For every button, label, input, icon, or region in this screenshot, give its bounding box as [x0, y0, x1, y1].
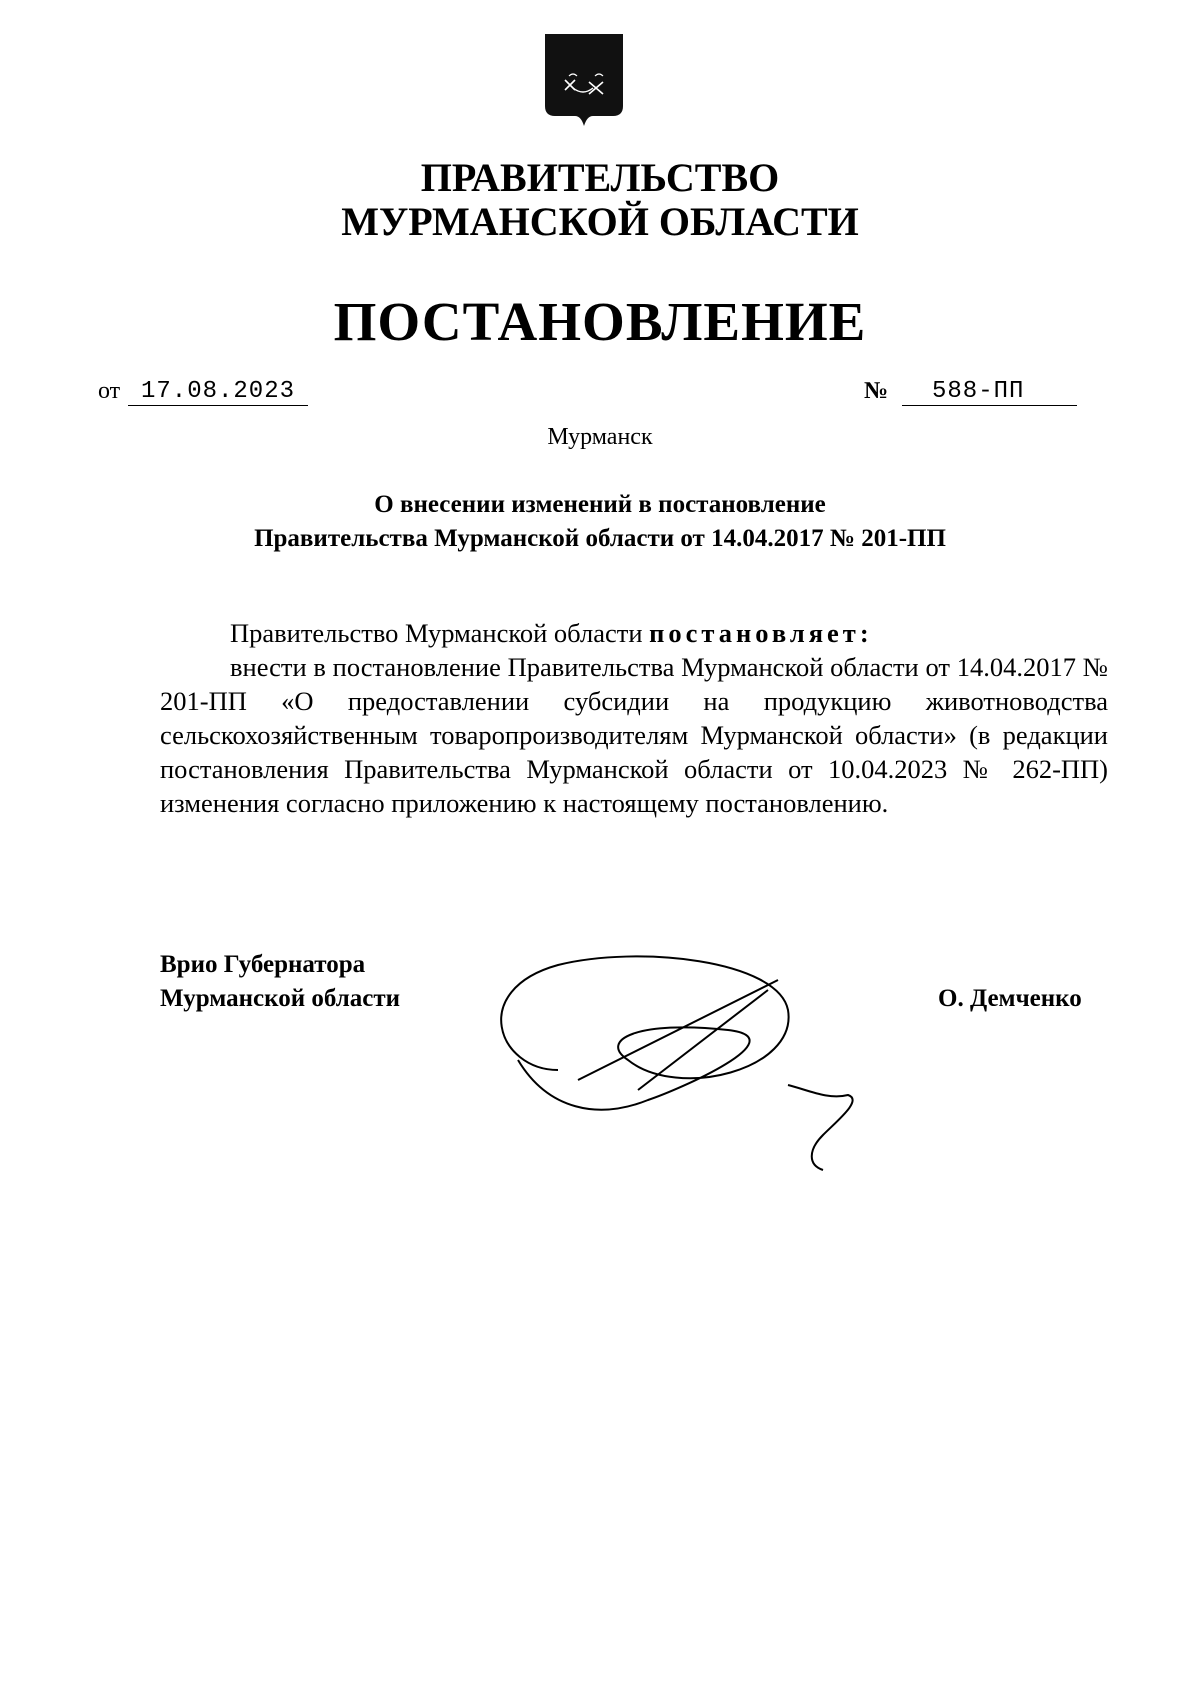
document-type-title: ПОСТАНОВЛЕНИЕ [333, 291, 867, 352]
body-text [160, 616, 1108, 820]
signatory-position-line1: Врио Губернатора [160, 951, 366, 978]
document-date: 17.08.2023 [128, 378, 308, 406]
document-number-block [864, 378, 1074, 412]
org-name-line1: ПРАВИТЕЛЬСТВО [420, 155, 780, 200]
body-main-paragraph: внести в постановление Правительства Мурманской области от 14.04.2017 № 201-ПП «О предоставлении субсидии на продукцию животноводства сельскохозяйственным товаропроизводителям Мурманской области» (в редакции постановления Правительства Мурманской области от 10.04.2023 № 262-ПП) изменения согласно приложению к настоящему постановлению. [160, 652, 1108, 818]
subject-line2: Правительства Мурманской области от 14.04.2017 № 201-ПП [254, 525, 946, 552]
body-intro-paragraph [160, 616, 1108, 650]
date-prefix: от [98, 378, 121, 404]
signatory-position-line2: Мурманской области [160, 985, 401, 1012]
date-number-row [98, 378, 1074, 412]
document-number: 588-ПП [902, 378, 1077, 406]
subject-line1: О внесении изменений в постановление [374, 491, 826, 518]
signatory-name: О. Демченко [938, 985, 1082, 1012]
body-intro: Правительство Мурманской области [230, 618, 650, 648]
decree-word: постановляет: [649, 618, 873, 648]
signature-image [478, 950, 878, 1180]
coat-of-arms-icon [543, 32, 625, 128]
org-name-line2: МУРМАНСКОЙ ОБЛАСТИ [341, 199, 859, 244]
city: Мурманск [547, 424, 653, 450]
number-prefix: № [864, 378, 889, 404]
